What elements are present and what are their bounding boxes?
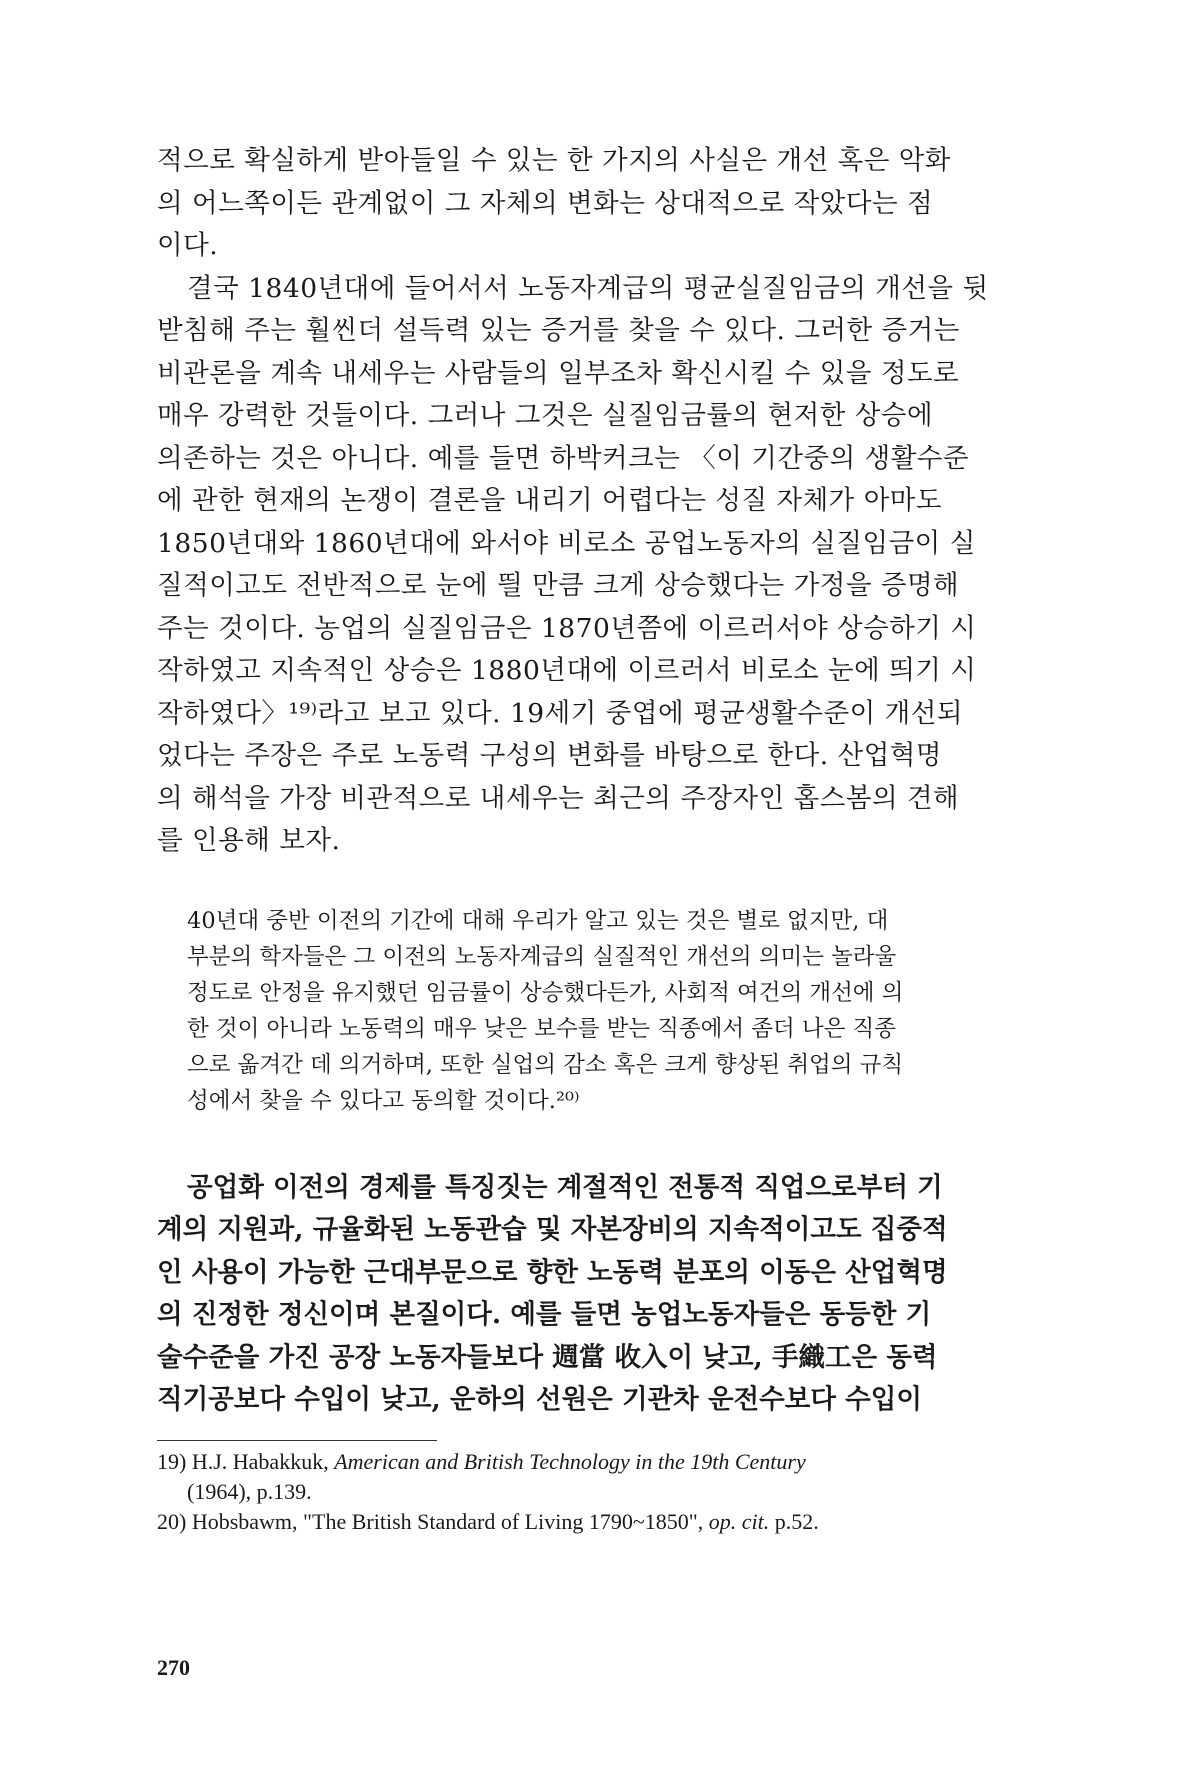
text-line: 술수준을 가진 공장 노동자들보다 週當 收入이 낮고, 手織工은 동력: [157, 1341, 938, 1373]
quote-line: 40년대 중반 이전의 기간에 대해 우리가 알고 있는 것은 별로 없지만, 대: [187, 907, 889, 934]
footnote-number: 20): [157, 1508, 187, 1534]
quote-line: 성에서 찾을 수 있다고 동의할 것이다.²⁰⁾: [187, 1087, 580, 1114]
footnote-20: [157, 1507, 1037, 1537]
text-line: 직기공보다 수입이 낮고, 운하의 선원은 기관차 운전수보다 수입이: [157, 1384, 922, 1415]
text-line: 1850년대와 1860년대에 와서야 비로소 공업노동자의 실질임금이 실: [157, 527, 976, 559]
text-line: 결국 1840년대에 들어서서 노동자계급의 평균실질임금의 개선을 뒷: [187, 272, 989, 304]
footnotes: [157, 1447, 1037, 1537]
quote-line: 으로 옮겨간 데 의거하며, 또한 실업의 감소 혹은 크게 향상된 취업의 규칙: [187, 1051, 904, 1078]
block-quote: [157, 903, 1037, 1119]
page-body: [157, 140, 1037, 1537]
footnote-19: [157, 1447, 1037, 1477]
text-line: 공업화 이전의 경제를 특징짓는 계절적인 전통적 직업으로부터 기: [187, 1171, 943, 1203]
text-line: 에 관한 현재의 논쟁이 결론을 내리기 어렵다는 성질 자체가 아마도: [157, 485, 942, 516]
text-line: 비관론을 계속 내세우는 사람들의 일부조차 확신시킬 수 있을 정도로: [157, 357, 960, 389]
quote-line: 부분의 학자들은 그 이전의 노동자계급의 실질적인 개선의 의미는 놀라울: [187, 943, 897, 970]
paragraph-3: [157, 1167, 1037, 1422]
text-line: 주는 것이다. 농업의 실질임금은 1870년쯤에 이르러서야 상승하기 시: [157, 612, 977, 644]
paragraph-2: [157, 268, 1037, 863]
footnote-page: p.52.: [774, 1508, 819, 1534]
footnote-divider: [157, 1440, 437, 1441]
text-line: 작하였다〉¹⁹⁾라고 보고 있다. 19세기 중엽에 평균생활수준이 개선되: [157, 697, 963, 729]
text-line: 작하였고 지속적인 상승은 1880년대에 이르러서 비로소 눈에 띄기 시: [157, 655, 977, 686]
footnote-opcit: op. cit.: [708, 1508, 770, 1534]
text-line: 를 인용해 보자.: [157, 825, 341, 856]
text-line: 의 어느쪽이든 관계없이 그 자체의 변화는 상대적으로 작았다는 점: [157, 187, 934, 219]
paragraph-1: [157, 140, 1037, 268]
text-line: 인 사용이 가능한 근대부문으로 향한 노동력 분포의 이동은 산업혁명: [157, 1256, 948, 1288]
text-line: 의존하는 것은 아니다. 예를 들면 하박커크는 〈이 기간중의 생활수준: [157, 442, 969, 474]
footnote-number: 19): [157, 1448, 187, 1474]
quote-line: 정도로 안정을 유지했던 임금률이 상승했다든가, 사회적 여건의 개선에 의: [187, 979, 904, 1006]
text-line: 계의 지원과, 규율화된 노동관습 및 자본장비의 지속적이고도 집중적: [157, 1214, 948, 1245]
text-line: 매우 강력한 것들이다. 그러나 그것은 실질임금률의 현저한 상승에: [157, 400, 934, 431]
footnote-title: American and British Technology in the 19th Century: [334, 1448, 806, 1474]
footnote-author: Hobsbawm, "The British Standard of Living 1790~1850",: [191, 1508, 704, 1534]
text-line: 이다.: [157, 230, 219, 261]
text-line: 받침해 주는 훨씬더 설득력 있는 증거를 찾을 수 있다. 그러한 증거는: [157, 315, 960, 346]
text-line: 의 해석을 가장 비관적으로 내세우는 최근의 주장자인 홉스봄의 견해: [157, 782, 960, 814]
quote-line: 한 것이 아니라 노동력의 매우 낮은 보수를 받는 직종에서 좀더 나은 직종: [187, 1015, 896, 1042]
footnote-19-cont: (1964), p.139.: [187, 1478, 312, 1504]
text-line: 었다는 주장은 주로 노동력 구성의 변화를 바탕으로 한다. 산업혁명: [157, 740, 942, 771]
footnote-author: H.J. Habakkuk,: [191, 1448, 329, 1474]
text-line: 의 진정한 정신이며 본질이다. 예를 들면 농업노동자들은 동등한 기: [157, 1299, 932, 1330]
text-line: 적으로 확실하게 받아들일 수 있는 한 가지의 사실은 개선 혹은 악화: [157, 145, 951, 176]
page-number: 270: [157, 1655, 190, 1680]
text-line: 질적이고도 전반적으로 눈에 띌 만큼 크게 상승했다는 가정을 증명해: [157, 570, 960, 601]
